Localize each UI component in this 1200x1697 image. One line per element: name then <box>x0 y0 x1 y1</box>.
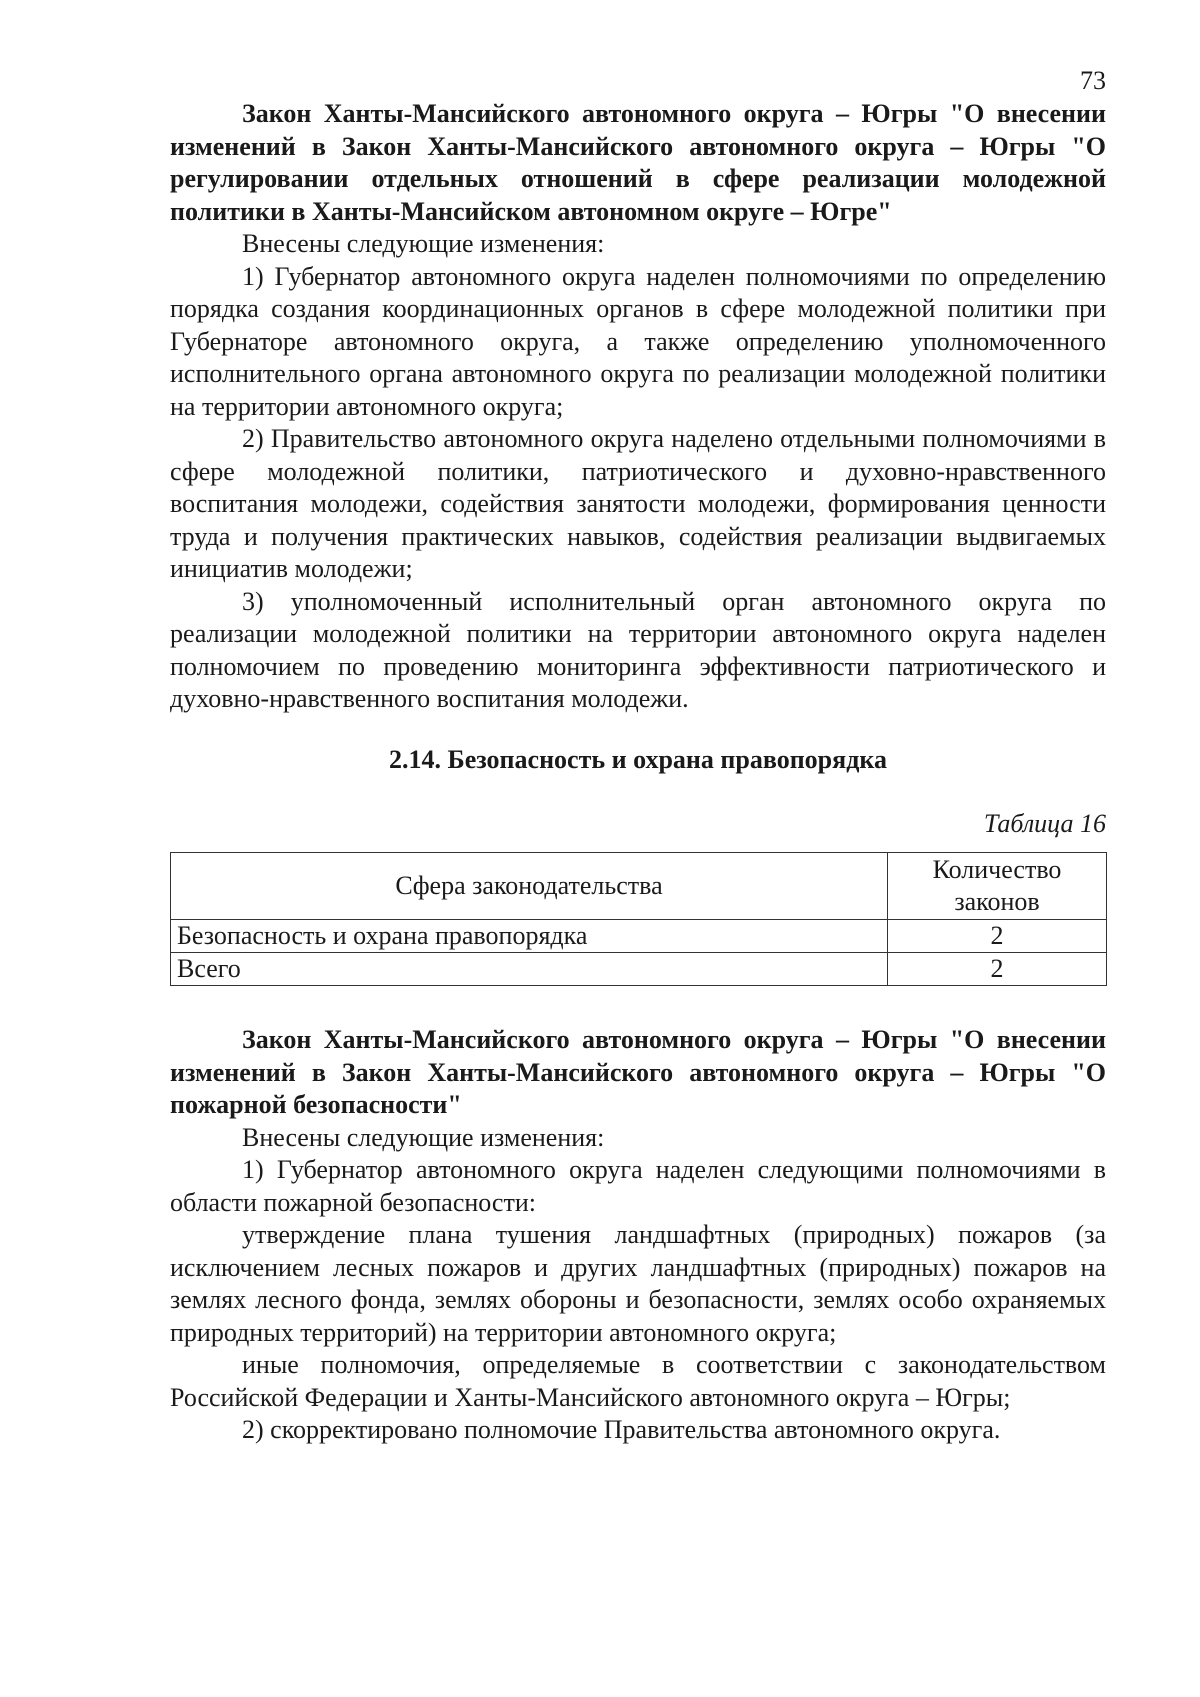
table-header-row <box>171 853 1107 920</box>
changes-intro: Внесены следующие изменения: <box>242 229 605 258</box>
page-number: 73 <box>1080 66 1106 95</box>
change-item: иные полномочия, определяемые в соответствии с законодательством Российской Федерации и Ханты-Мансийского автономного округа – Югры; <box>170 1350 1106 1412</box>
section-heading: 2.14. Безопасность и охрана правопорядка <box>389 744 887 774</box>
row-count: 2 <box>888 920 1107 953</box>
header-count: Количество законов <box>888 853 1107 920</box>
change-item: 3) уполномоченный исполнительный орган автономного округа по реализации молодежной политики на территории автономного округа наделен полномочием по проведению мониторинга эффективности патриотического и духовно-нравственного воспитания молодежи. <box>170 586 1106 713</box>
row-sphere: Всего <box>171 953 888 986</box>
change-item: утверждение плана тушения ландшафтных (природных) пожаров (за исключением лесных пожаров и других ландшафтных (природных) пожаров на землях лесного фонда, землях обороны и безопасности, землях особо охраняемых природных территорий) на территории автономного округа; <box>170 1220 1106 1347</box>
change-item: 2) Правительство автономного округа наделено отдельными полномочиями в сфере молодежной политики, патриотического и духовно-нравственного воспитания молодежи, содействия занятости молодежи, формирования ценности труда и получения практических навыков, содействия реализации выдвигаемых инициатив молодежи; <box>170 424 1106 583</box>
table-row <box>171 953 1107 986</box>
change-item: 2) скорректировано полномочие Правительства автономного округа. <box>242 1415 1001 1444</box>
law-title: Закон Ханты-Мансийского автономного округа – Югры "О внесении изменений в Закон Ханты-Мансийского автономного округа – Югры "О регулировании отдельных отношений в сфере реализации молодежной политики в Ханты-Мансийском автономном округе – Югре" <box>170 99 1106 226</box>
changes-intro: Внесены следующие изменения: <box>242 1122 605 1152</box>
change-item: 1) Губернатор автономного округа наделен полномочиями по определению порядка создания координационных органов в сфере молодежной политики при Губернаторе автономного округа, а также определению уполномоченного исполнительного органа автономного округа по реализации молодежной политики на территории автономного округа; <box>170 261 1106 421</box>
table-caption: Таблица 16 <box>983 808 1106 838</box>
law-title: Закон Ханты-Мансийского автономного округа – Югры "О внесении изменений в Закон Ханты-Мансийского автономного округа – Югры "О пожарной безопасности" <box>170 1025 1106 1119</box>
laws-table <box>170 852 1107 986</box>
row-count: 2 <box>888 953 1107 986</box>
row-sphere: Безопасность и охрана правопорядка <box>171 920 888 953</box>
change-item: 1) Губернатор автономного округа наделен следующими полномочиями в области пожарной безопасности: <box>170 1155 1106 1217</box>
header-sphere: Сфера законодательства <box>171 853 888 920</box>
table-row <box>171 920 1107 953</box>
page-content <box>170 98 1106 1447</box>
